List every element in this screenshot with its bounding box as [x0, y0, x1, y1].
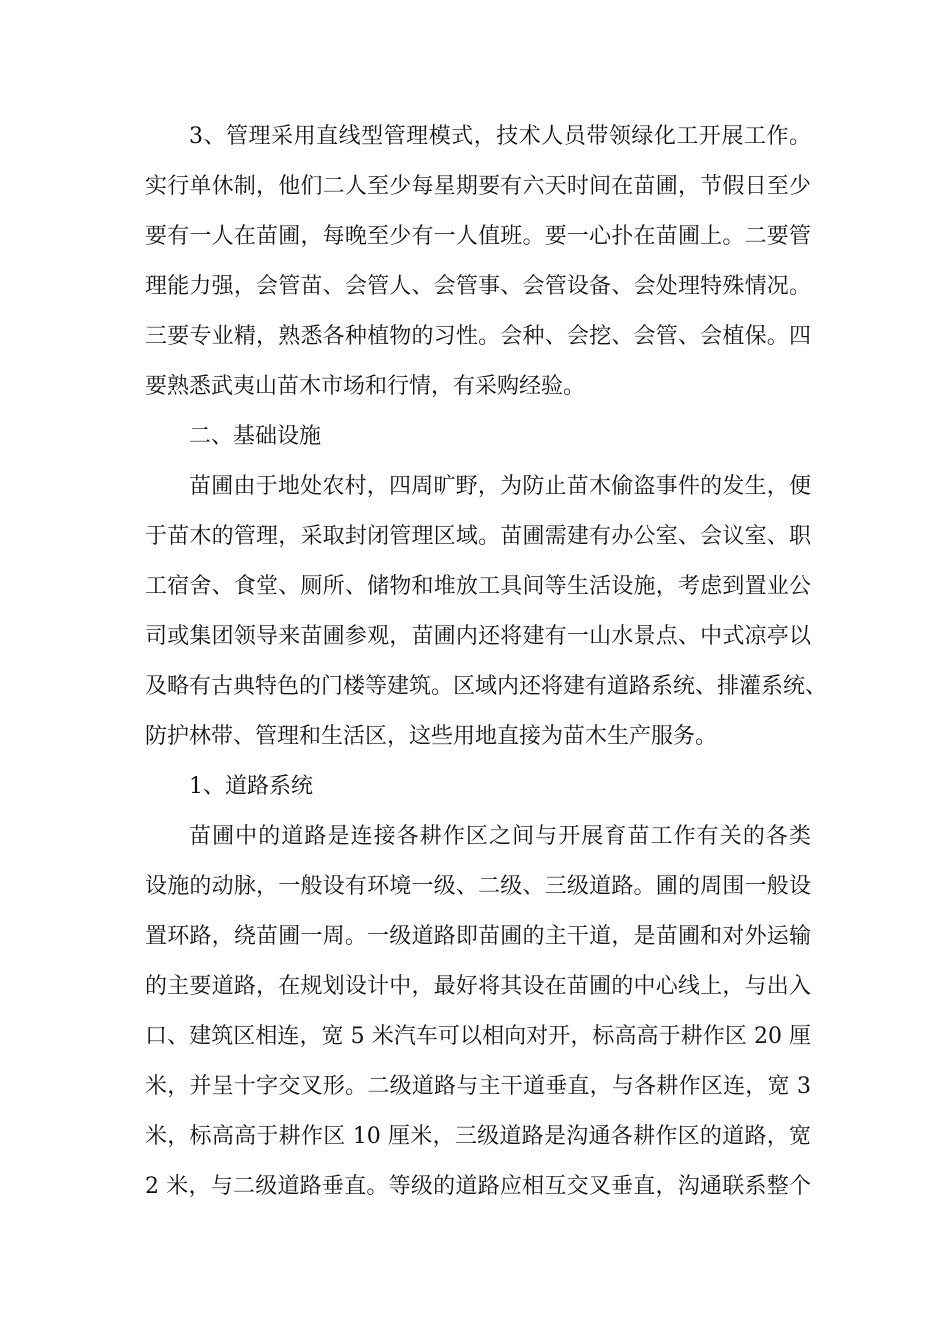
text-line: 实行单休制，他们二人至少每星期要有六天时间在苗圃，节假日至少: [145, 174, 811, 199]
text-line: 于苗木的管理，采取封闭管理区域。苗圃需建有办公室、会议室、职: [145, 524, 811, 549]
text-line: 苗圃由于地处农村，四周旷野，为防止苗木偷盗事件的发生，便: [189, 474, 811, 499]
text-line: 二、基础设施: [189, 424, 322, 449]
text-line: 米，标高高于耕作区 10 厘米，三级道路是沟通各耕作区的道路，宽: [145, 1124, 811, 1149]
text-line: 米，并呈十字交叉形。二级道路与主干道垂直，与各耕作区连，宽 3: [145, 1074, 811, 1099]
document-body: [145, 112, 828, 1212]
text-line: 设施的动脉，一般设有环境一级、二级、三级道路。圃的周围一般设: [145, 874, 811, 899]
text-line: 要熟悉武夷山苗木市场和行情，有采购经验。: [145, 374, 586, 399]
text-line: 2 米，与二级道路垂直。等级的道路应相互交叉垂直，沟通联系整个: [145, 1174, 811, 1199]
text-line: 三要专业精，熟悉各种植物的习性。会种、会挖、会管、会植保。四: [145, 324, 811, 349]
text-line: 及略有古典特色的门楼等建筑。区域内还将建有道路系统、排灌系统、: [145, 674, 828, 699]
text-line: 苗圃中的道路是连接各耕作区之间与开展育苗工作有关的各类: [189, 824, 811, 849]
text-line: 防护林带、管理和生活区，这些用地直接为苗木生产服务。: [145, 724, 718, 749]
text-line: 置环路，绕苗圃一周。一级道路即苗圃的主干道，是苗圃和对外运输: [145, 924, 811, 949]
text-line: 工宿舍、食堂、厕所、储物和堆放工具间等生活设施，考虑到置业公: [145, 574, 811, 599]
text-line: 的主要道路，在规划设计中，最好将其设在苗圃的中心线上，与出入: [145, 974, 811, 999]
text-line: 1、道路系统: [189, 774, 313, 799]
text-line: 要有一人在苗圃，每晚至少有一人值班。要一心扑在苗圃上。二要管: [145, 224, 811, 249]
text-line: 口、建筑区相连，宽 5 米汽车可以相向对开，标高高于耕作区 20 厘: [145, 1024, 811, 1049]
text-line: 司或集团领导来苗圃参观，苗圃内还将建有一山水景点、中式凉亭以: [145, 624, 811, 649]
text-line: 3、管理采用直线型管理模式，技术人员带领绿化工开展工作。: [189, 124, 811, 149]
text-line: 理能力强，会管苗、会管人、会管事、会管设备、会处理特殊情况。: [145, 274, 811, 299]
